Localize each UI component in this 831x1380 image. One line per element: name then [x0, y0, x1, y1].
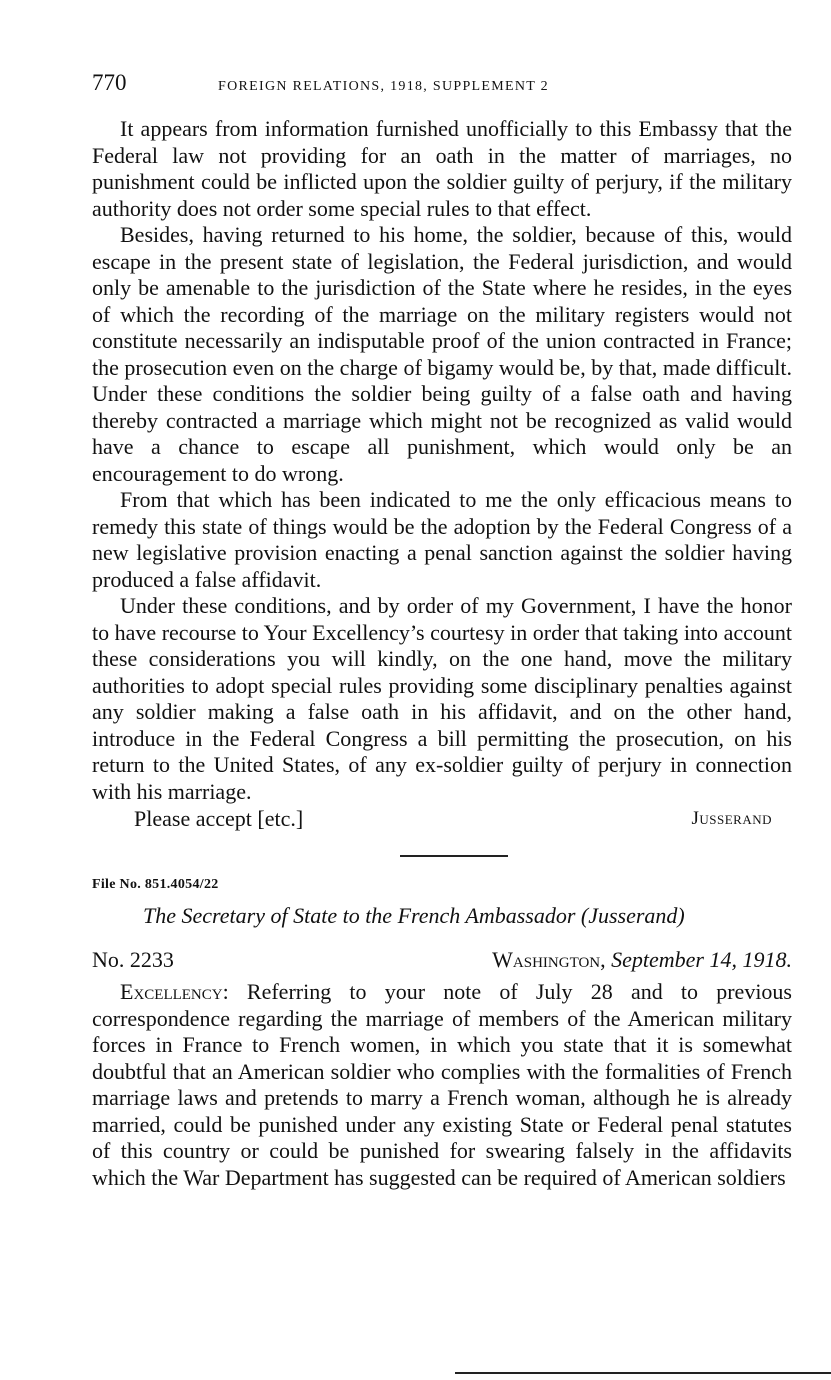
file-number: File No. 851.4054/22: [92, 877, 219, 892]
place: Washington,: [492, 947, 606, 972]
page-number: 770: [92, 70, 127, 95]
bottom-edge-line: [455, 1372, 831, 1374]
body-paragraph-4: Under these conditions, and by order of my Government, I have the honor to have recourse to Your Excellency’s courtesy in order that taking into account these considerations you will kindly, on the one hand, move the military authorities to adopt special rules providing some disciplinary penalties against any soldier making a false oath in his affidavit, and on the other hand, introduce in the Federal Congress a bill permitting the prosecution, on his return to the United States, of any ex-soldier guilty of perjury in connection with his marriage.: [92, 593, 792, 804]
closing-text: Please accept [etc.]: [134, 806, 304, 831]
body-paragraph-1: It appears from information furnished unofficially to this Embassy that the Federal law not providing for an oath in the matter of marriages, no punishment could be inflicted upon the soldier guilty of perjury, if the military authority does not order some special rules to that effect.: [92, 116, 792, 221]
place-date: [492, 947, 792, 973]
document-number: No. 2233: [92, 947, 174, 972]
date: September 14, 1918.: [611, 947, 792, 972]
letter-text: Referring to your note of July 28 and to previous correspondence regarding the marriage of members of the American military forces in France to French women, in which you state that it is somewhat doubtful that an American soldier who complies with the formalities of French marriage laws and pretends to marry a French woman, although he is already married, could be punished under any existing State or Federal penal statutes of this country or could be punished for swearing falsely in the affidavits which the War Department has suggested can be required of American soldiers: [92, 979, 792, 1190]
body-paragraph-3: From that which has been indicated to me the only efficacious means to remedy this state of things would be the adoption by the Federal Congress of a new legislative provision enacting a penal sanction against the soldier having produced a false affidavit.: [92, 487, 792, 592]
section-divider: [400, 855, 508, 857]
document-page: [92, 70, 792, 1191]
letter-paragraph: [92, 979, 792, 1191]
running-title: FOREIGN RELATIONS, 1918, SUPPLEMENT 2: [218, 79, 549, 94]
signature: Jusserand: [691, 808, 772, 829]
dateline: [92, 947, 792, 973]
body-paragraph-2: Besides, having returned to his home, the soldier, because of this, would escape in the present state of legislation, the Federal jurisdiction, and would only be amenable to the jurisdiction of the State where he resides, in the eyes of which the recording of the marriage on the military registers would not constitute necessarily an indisputable proof of the union contracted in France; the prosecution even on the charge of bigamy would be, by that, made difficult. Under these conditions the soldier being guilty of a false oath and having thereby contracted a marriage which might not be recognized as valid would have a chance to escape all punishment, which would only be an encouragement to do wrong.: [92, 222, 792, 486]
document-heading: The Secretary of State to the French Ambassador (Jusserand): [143, 903, 685, 928]
closing-line: [92, 805, 792, 832]
page-header: [92, 70, 792, 104]
salutation: Excellency:: [120, 979, 229, 1004]
